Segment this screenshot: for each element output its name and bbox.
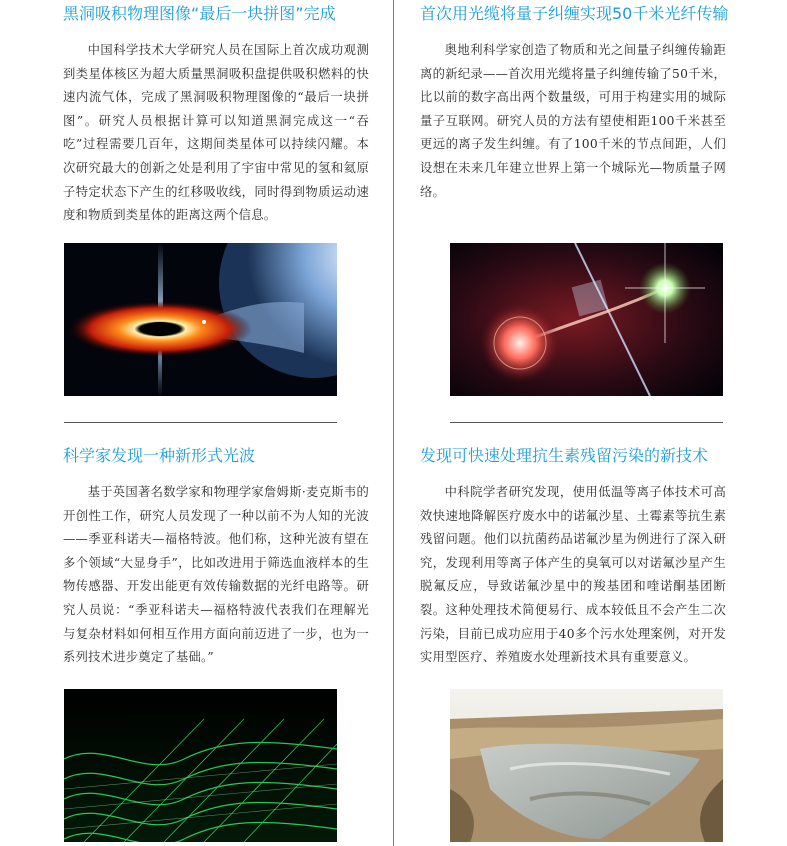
article-title: 科学家发现一种新形式光波 (63, 446, 256, 465)
quantum-image (450, 243, 723, 396)
article-title: 黑洞吸积物理图像“最后一块拼图”完成 (63, 4, 336, 23)
section-rule (450, 422, 723, 423)
article-title: 首次用光缆将量子纠缠实现50千米光纤传输 (420, 4, 729, 23)
article-body: 奥地利科学家创造了物质和光之间量子纠缠传输距离的新纪录——首次用光缆将量子纠缠传输了50千米，比以前的数字高出两个数量级，可用于构建实用的城际量子互联网。研究人员的方法有望使相距100千米甚至更远的离子发生纠缠。有了100千米的节点间距，人们设想在未来几年建立世界上第一个城际光—物质量子网络。 (420, 43, 726, 199)
article-title: 发现可快速处理抗生素残留污染的新技术 (420, 446, 709, 465)
polluted-pond-image (450, 689, 723, 842)
section-rule (64, 422, 337, 423)
article-light-wave (63, 442, 369, 670)
article-body: 中国科学技术大学研究人员在国际上首次成功观测到类星体核区为超大质量黑洞吸积盘提供吸积燃料的快速内流气体，完成了黑洞吸积物理图像的“最后一块拼图”。研究人员根据计算可以知道黑洞完成这一“吞吃”过程需要几百年，这期间类星体可以持续闪耀。本次研究最大的创新之处是利用了宇宙中常见的氢和氦原子特定状态下产生的红移吸收线，同时得到物质运动速度和物质到类星体的距离这两个信息。 (63, 43, 369, 223)
article-quantum (420, 0, 729, 204)
article-antibiotic (420, 442, 726, 670)
article-body: 基于英国著名数学家和物理学家詹姆斯·麦克斯韦的开创性工作，研究人员发现了一种以前不为人知的光波——季亚科诺夫—福格特波。他们称，这种光波有望在多个领域“大显身手”，比如改进用于筛选血液样本的生物传感器、开发出能更有效传输数据的光纤电路等。研究人员说：“季亚科诺夫—福格特波代表我们在理解光与复杂材料如何相互作用方面向前迈进了一步，也为一系列技术进步奠定了基础。” (63, 485, 369, 665)
article-body: 中科院学者研究发现，使用低温等离子体技术可高效快速地降解医疗废水中的诺氟沙星、土霉素等抗生素残留问题。他们以抗菌药品诺氟沙星为例进行了深入研究，发现利用等离子体产生的臭氧可以对诺氟沙星产生脱氟反应，导致诺氟沙星中的羧基团和喹诺酮基团断裂。这种处理技术简便易行、成本较低且不会产生二次污染，目前已成功应用于40多个污水处理案例，对开发实用型医疗、养殖废水处理新技术具有重要意义。 (420, 485, 726, 665)
column-divider (393, 0, 394, 846)
light-wave-image (64, 689, 337, 842)
black-hole-image (64, 243, 337, 396)
article-black-hole (63, 0, 369, 228)
